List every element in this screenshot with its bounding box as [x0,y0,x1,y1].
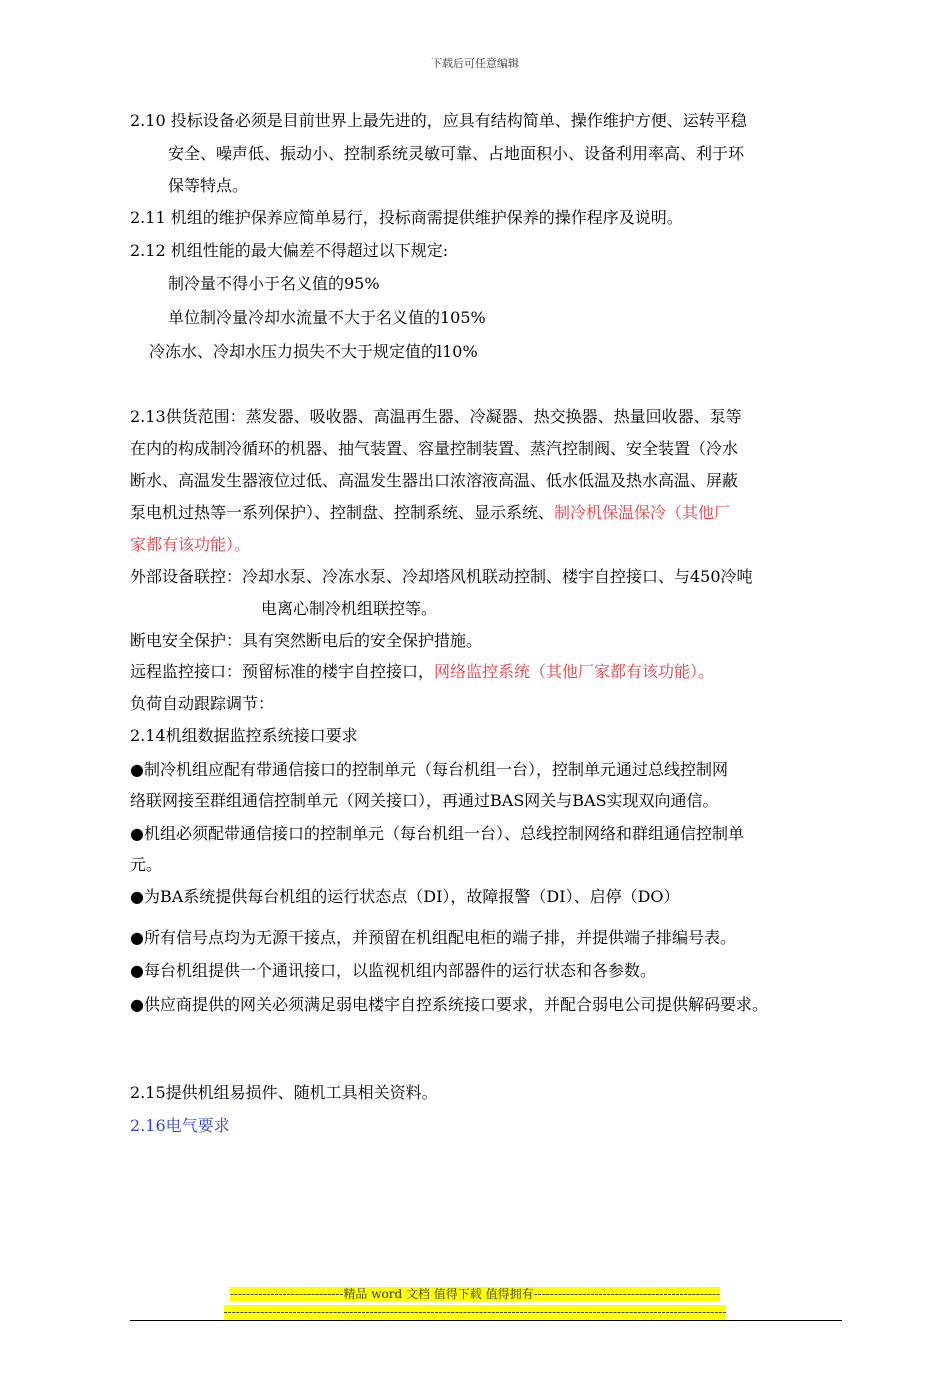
footer-dash-line [0,1304,950,1320]
section-2-14: 2.14机组数据监控系统接口要求 [130,726,358,745]
section-2-13-line-4 [130,503,730,523]
external-linkage-line-2: 电离心制冷机组联控等。 [261,599,438,618]
section-2-13-line-5-highlight: 家都有该功能）。 [130,535,251,554]
section-2-10-line-1: 2.10 投标设备必须是目前世界上最先进的，应具有结构简单、操作维护方便、运转平稳 [130,111,747,130]
section-2-16-heading: 2.16电气要求 [130,1116,230,1135]
section-2-12-item-2: 单位制冷量冷却水流量不大于名义值的105% [168,308,486,327]
bullet-5: ●每台机组提供一个通讯接口，以监视机组内部器件的运行状态和各参数。 [130,961,656,980]
remote-monitoring-text: 远程监控接口：预留标准的楼宇自控接口， [130,662,435,681]
bullet-1-line-1: ●制冷机组应配有带通信接口的控制单元（每台机组一台），控制单元通过总线控制网 [130,760,728,779]
section-2-13-line-2: 在内的构成制冷循环的机器、抽气装置、容量控制装置、蒸汽控制阀、安全装置（冷水 [130,439,739,458]
external-linkage-line-1: 外部设备联控：冷却水泵、冷冻水泵、冷却塔风机联动控制、楼宇自控接口、与450冷吨 [130,567,753,586]
remote-monitoring [130,662,714,682]
section-2-11: 2.11 机组的维护保养应简单易行，投标商需提供维护保养的操作程序及说明。 [130,208,683,227]
section-2-10-line-2: 安全、噪声低、振动小、控制系统灵敏可靠、占地面积小、设备利用率高、利于环 [168,144,745,163]
section-2-12-item-1: 制冷量不得小于名义值的95% [168,274,380,293]
bullet-4: ●所有信号点均为无源干接点，并预留在机组配电柜的端子排，并提供端子排编号表。 [130,928,736,947]
bullet-2-line-2: 元。 [130,855,163,874]
footer-banner-text: ----------------------------精品 word 文档 值得下载 值得拥有---------------------------------------------- [229,1287,721,1301]
bullet-2-line-1: ●机组必须配带通信接口的控制单元（每台机组一台）、总线控制网络和群组通信控制单 [130,824,744,843]
bullet-1-line-2: 络联网接至群组通信控制单元（网关接口），再通过BAS网关与BAS实现双向通信。 [130,791,719,810]
section-2-13-line-1: 2.13供货范围：蒸发器、吸收器、高温再生器、冷凝器、热交换器、热量回收器、泵等 [130,407,742,426]
section-2-15: 2.15提供机组易损件、随机工具相关资料。 [130,1083,438,1102]
load-tracking: 负荷自动跟踪调节： [130,694,275,713]
footer-rule [130,1320,842,1321]
section-2-13-line-3: 断水、高温发生器液位过低、高温发生器出口浓溶液高温、低水低温及热水高温、屏蔽 [130,471,739,490]
section-2-13-line-4-highlight: 制冷机保温保冷（其他厂 [554,503,731,522]
footer-dash-line-text: ---------------------------------------------------------------------------------------------------------------------------- [223,1305,727,1319]
footer-banner [0,1286,950,1302]
power-safety: 断电安全保护：具有突然断电后的安全保护措施。 [130,631,483,650]
section-2-12-item-3: 冷冻水、冷却水压力损失不大于规定值的l10% [149,342,478,361]
section-2-13-line-4-text: 泵电机过热等一系列保护）、控制盘、控制系统、显示系统、 [130,503,555,522]
section-2-10-line-3: 保等特点。 [168,176,249,195]
bullet-3: ●为BA系统提供每台机组的运行状态点（DI），故障报警（DI）、启停（DO） [130,887,680,906]
bullet-6: ●供应商提供的网关必须满足弱电楼宇自控系统接口要求，并配合弱电公司提供解码要求。 [130,995,768,1014]
section-2-12: 2.12 机组性能的最大偏差不得超过以下规定: [130,241,449,260]
remote-monitoring-highlight: 网络监控系统（其他厂家都有该功能）。 [434,662,715,681]
header-note: 下载后可任意编辑 [431,57,519,70]
